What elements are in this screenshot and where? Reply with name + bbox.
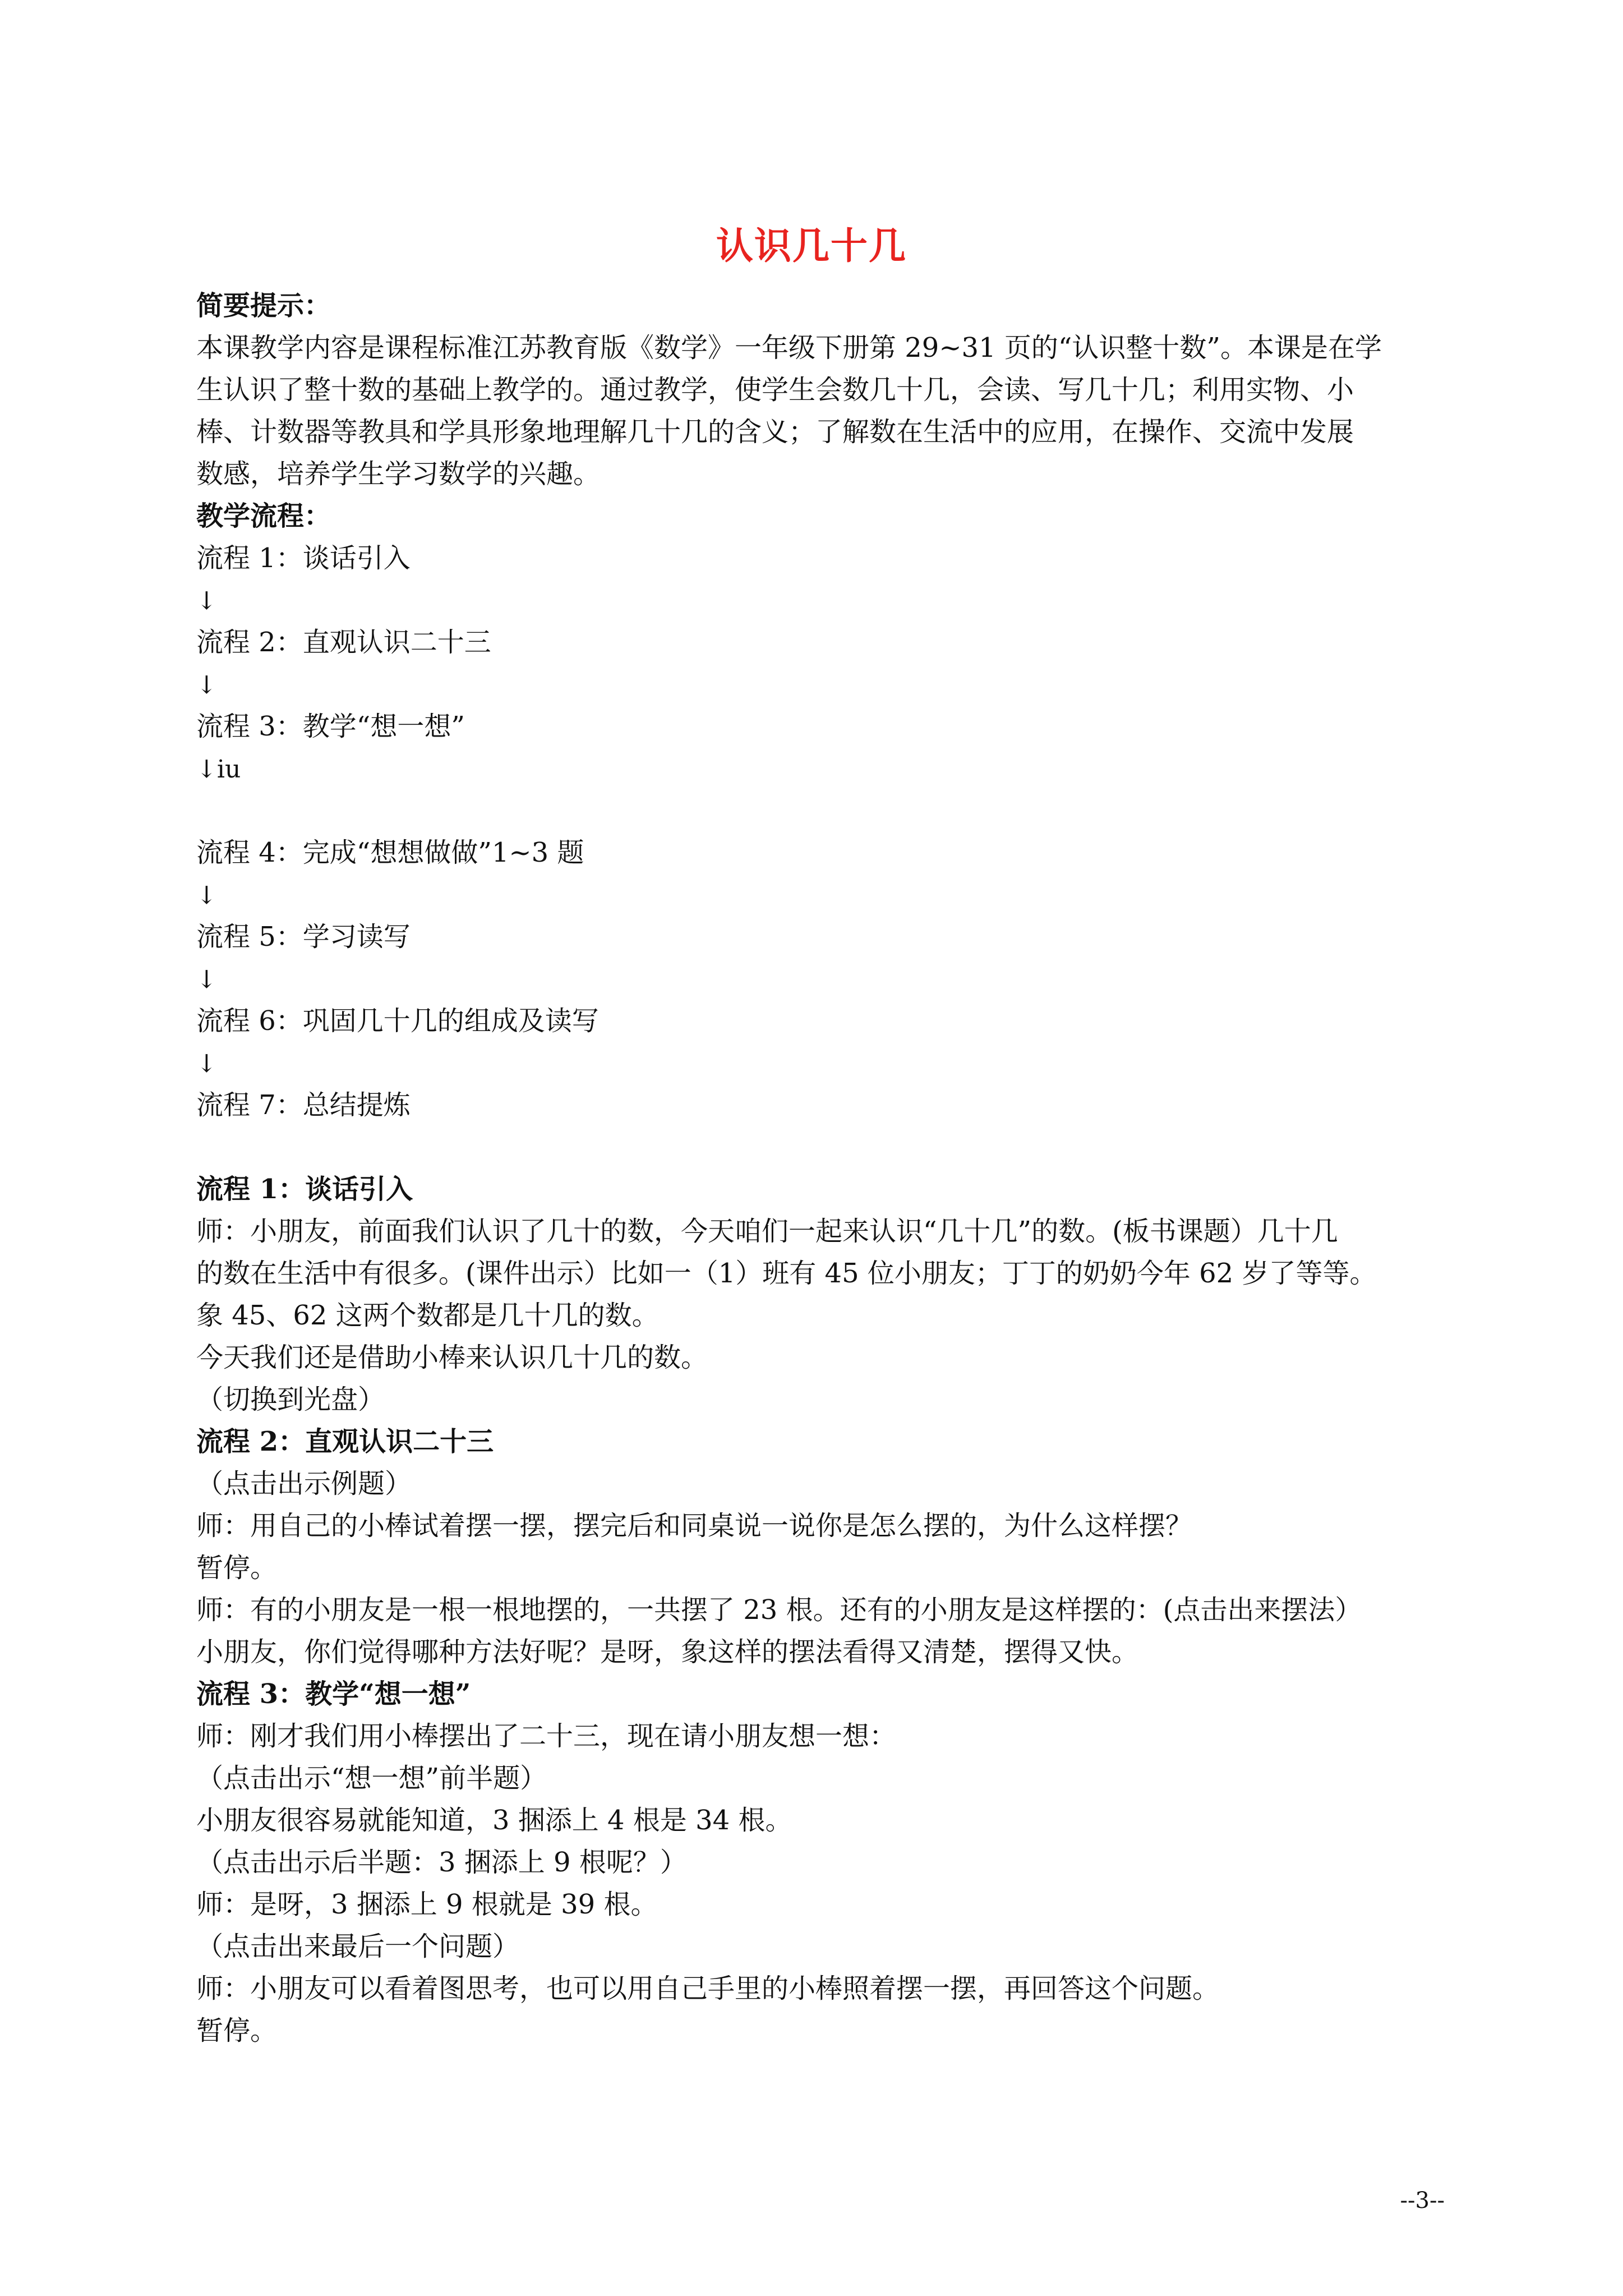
section3-line: 师：是呀，3 捆添上 9 根就是 39 根。 <box>196 1889 658 1920</box>
flow-step: 流程 1：谈话引入 <box>196 542 411 574</box>
flow-step: 流程 5：学习读写 <box>196 921 411 953</box>
section3-line: （点击出来最后一个问题） <box>196 1931 520 1962</box>
section1-heading: 流程 1：谈话引入 <box>196 1174 413 1205</box>
flow-step: 流程 4：完成“想想做做”1~3 题 <box>196 837 584 868</box>
down-arrow-icon: ↓ <box>196 1050 217 1078</box>
section3-line: （点击出示后半题：3 捆添上 9 根呢？） <box>196 1847 687 1878</box>
section3-line: 师：小朋友可以看着图思考，也可以用自己手里的小棒照着摆一摆，再回答这个问题。 <box>196 1973 1220 2004</box>
down-arrow-icon: ↓iu <box>196 755 241 784</box>
section2-line: 师：有的小朋友是一根一根地摆的，一共摆了 23 根。还有的小朋友是这样摆的：(点击出来摆法） <box>196 1594 1362 1626</box>
section2-line: 小朋友，你们觉得哪种方法好呢？是呀，象这样的摆法看得又清楚，摆得又快。 <box>196 1636 1139 1668</box>
section1-line: 师：小朋友，前面我们认识了几十的数，今天咱们一起来认识“几十几”的数。(板书课题）几十几 <box>196 1216 1338 1247</box>
section3-heading: 流程 3：教学“想一想” <box>196 1678 471 1710</box>
flow-step: 流程 6：巩固几十几的组成及读写 <box>196 1005 599 1037</box>
down-arrow-icon: ↓ <box>196 587 217 615</box>
section1-line: 的数在生活中有很多。(课件出示）比如一（1）班有 45 位小朋友；丁丁的奶奶今年 62 岁了等等。 <box>196 1258 1377 1289</box>
section2-line: 师：用自己的小棒试着摆一摆，摆完后和同桌说一说你是怎么摆的，为什么这样摆？ <box>196 1510 1193 1542</box>
page-title: 认识几十几 <box>716 224 907 268</box>
intro-line: 本课教学内容是课程标准江苏教育版《数学》一年级下册第 29~31 页的“认识整十数”。本课是在学 <box>196 332 1382 364</box>
down-arrow-icon: ↓ <box>196 965 217 994</box>
flow-heading: 教学流程： <box>196 500 331 532</box>
intro-line: 棒、计数器等教具和学具形象地理解几十几的含义；了解数在生活中的应用，在操作、交流中发展 <box>196 416 1354 448</box>
section1-line: （切换到光盘） <box>196 1384 385 1415</box>
flow-step: 流程 7：总结提炼 <box>196 1089 411 1121</box>
section2-heading: 流程 2：直观认识二十三 <box>196 1426 494 1457</box>
document-body <box>196 285 1447 2052</box>
stray-text: iu <box>216 755 241 784</box>
page-number: --3-- <box>1400 2188 1445 2214</box>
section3-line: 暂停。 <box>196 2015 278 2046</box>
section1-line: 今天我们还是借助小棒来认识几十几的数。 <box>196 1342 708 1373</box>
intro-heading: 简要提示： <box>196 290 331 321</box>
down-arrow-icon: ↓ <box>196 881 217 910</box>
section2-line: 暂停。 <box>196 1552 278 1584</box>
section2-line: （点击出示例题） <box>196 1468 412 1499</box>
intro-line: 生认识了整十数的基础上教学的。通过教学，使学生会数几十几，会读、写几十几；利用实物、小 <box>196 374 1354 406</box>
flow-step: 流程 3：教学“想一想” <box>196 711 465 742</box>
intro-line: 数感，培养学生学习数学的兴趣。 <box>196 458 601 490</box>
section3-line: 小朋友很容易就能知道，3 捆添上 4 根是 34 根。 <box>196 1805 792 1836</box>
section3-line: 师：刚才我们用小棒摆出了二十三，现在请小朋友想一想： <box>196 1720 897 1752</box>
section1-line: 象 45、62 这两个数都是几十几的数。 <box>196 1300 659 1331</box>
section3-line: （点击出示“想一想”前半题） <box>196 1763 547 1794</box>
flow-step: 流程 2：直观认识二十三 <box>196 627 491 658</box>
down-arrow-icon: ↓ <box>196 671 217 700</box>
